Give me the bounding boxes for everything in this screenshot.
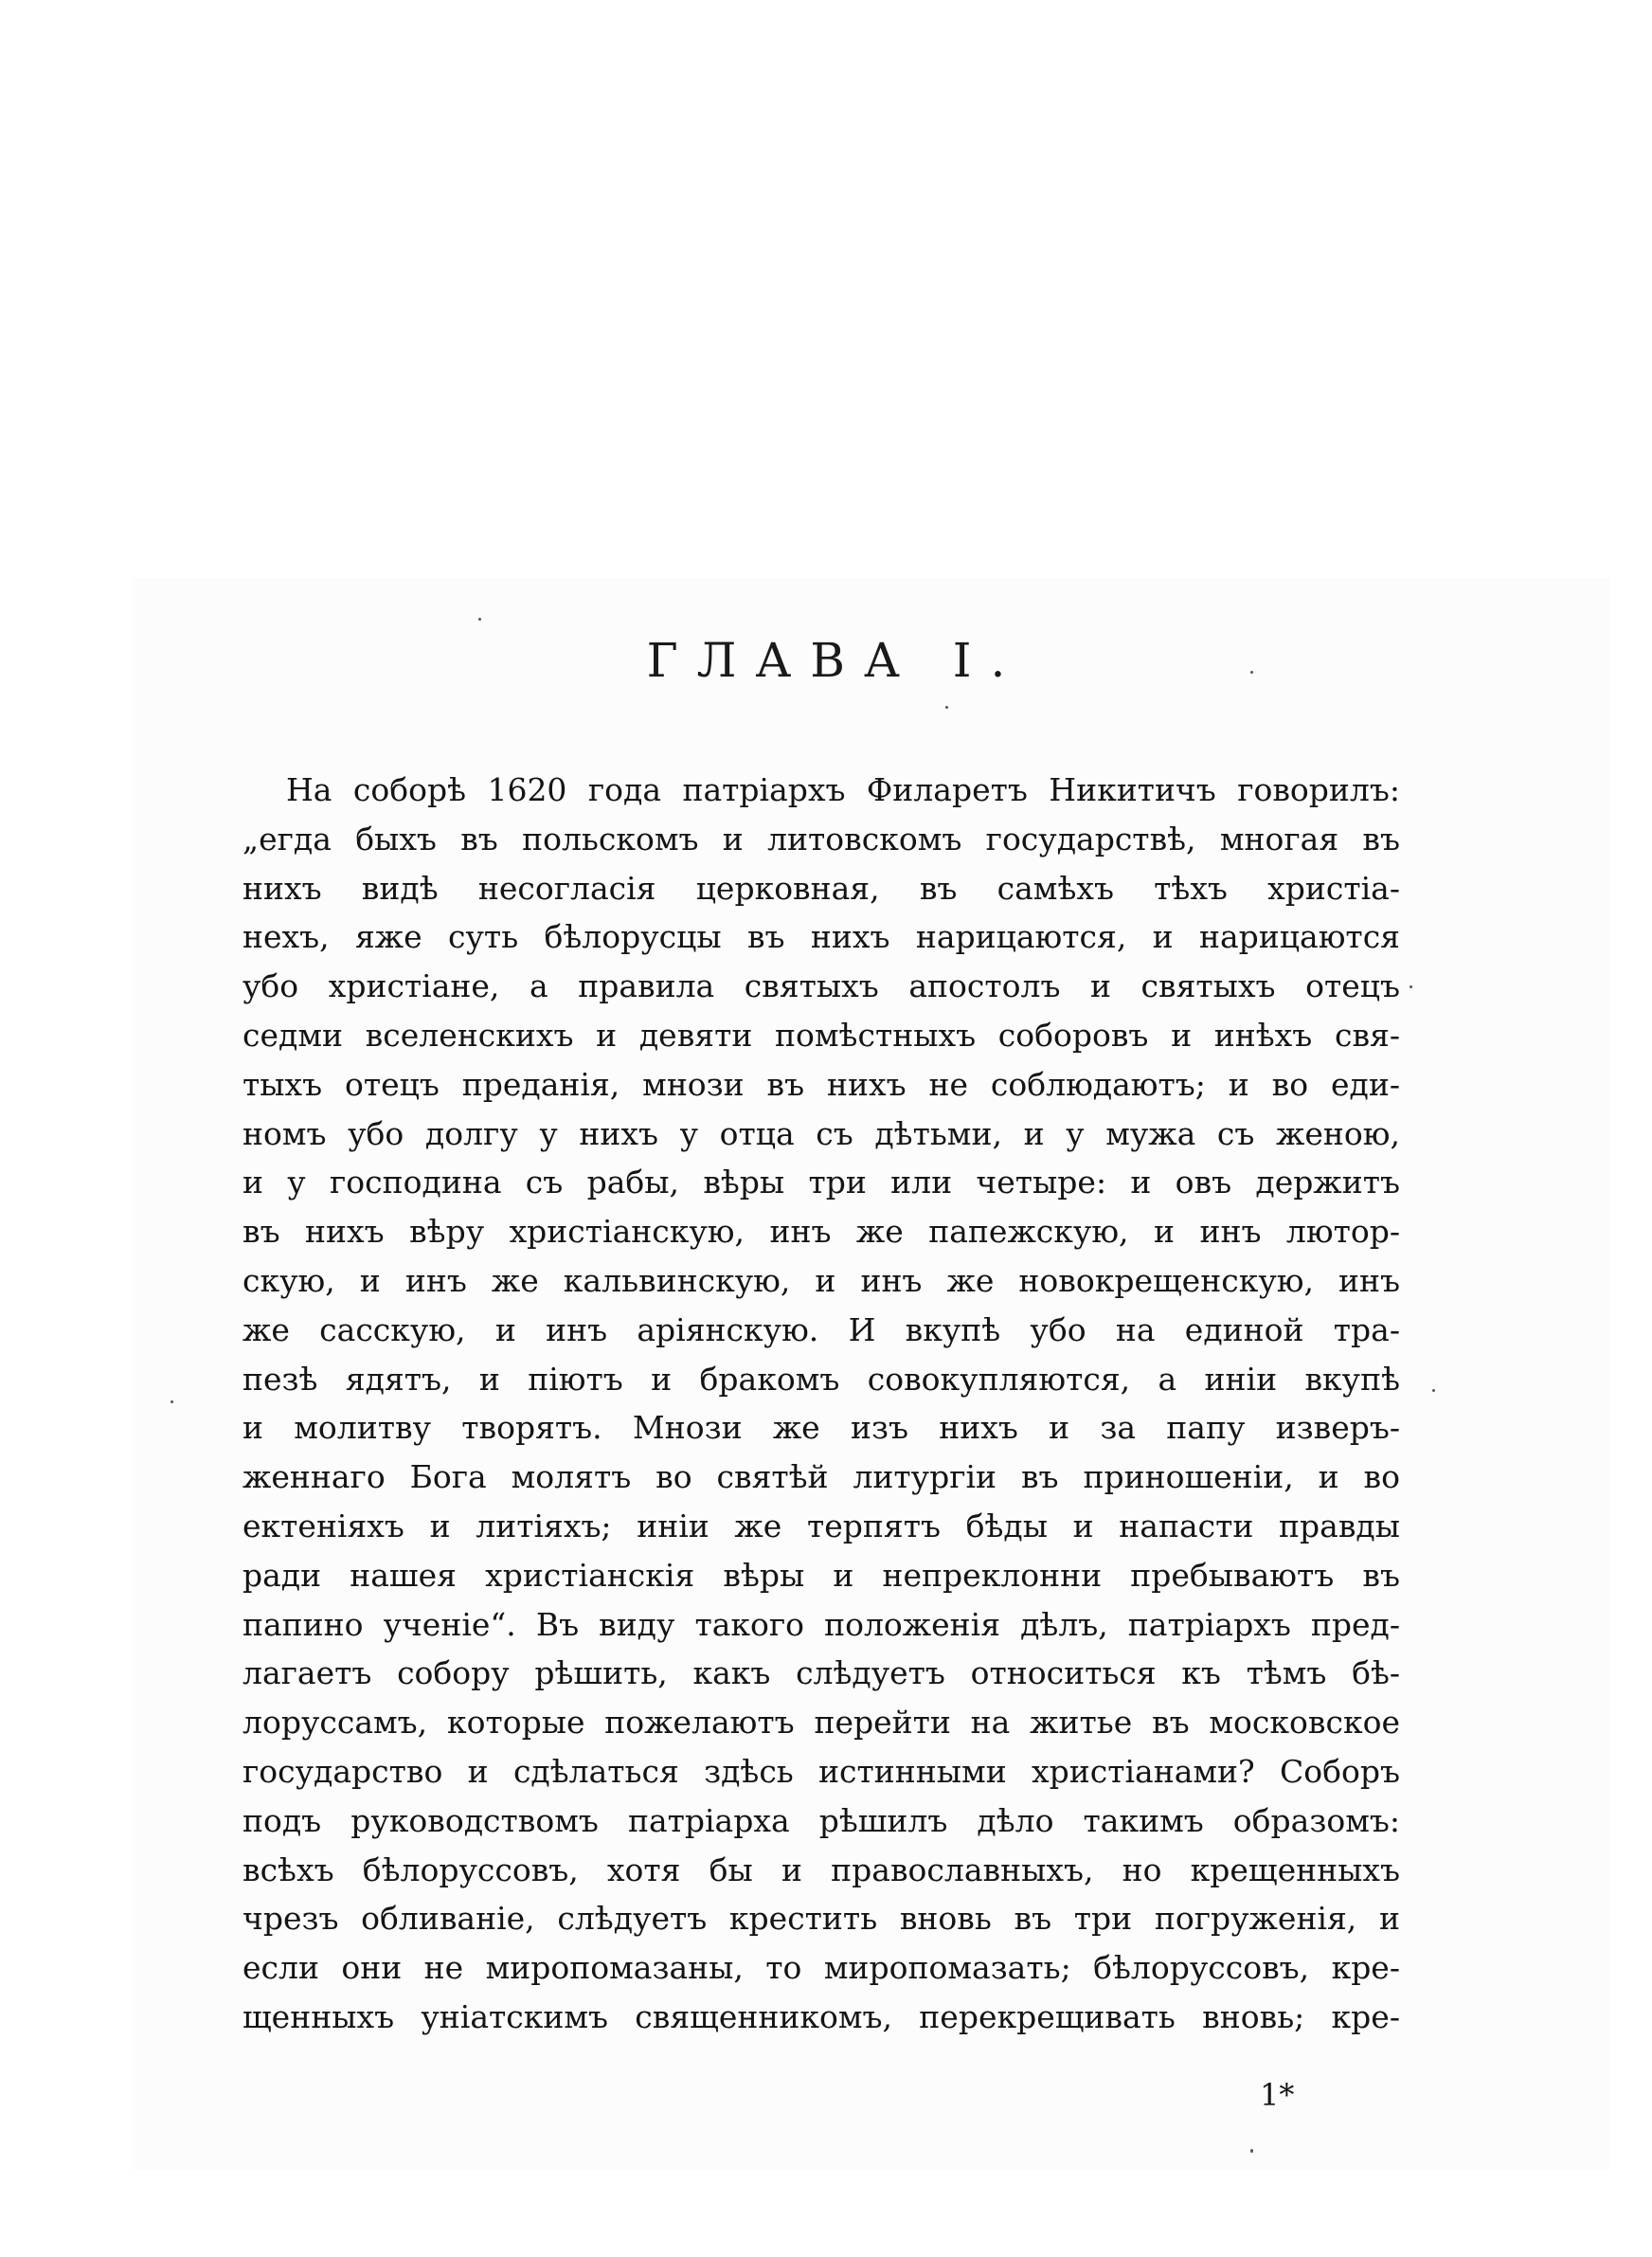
text-line: нехъ, яже суть бѣлорусцы въ нихъ нарицаются, и нарицаются [242, 918, 1400, 956]
chapter-heading: ГЛАВА І. [646, 633, 1025, 688]
text-line: если они не миропомазаны, то миропомазать; бѣлоруссовъ, кре- [242, 1949, 1400, 1987]
scan-speck [1250, 2149, 1253, 2153]
text-line: номъ убо долгу у нихъ у отца съ дѣтьми, и у мужа съ женою, [242, 1114, 1400, 1152]
text-line: тыхъ отецъ преданія, мнози въ нихъ не соблюдаютъ; и во еди- [242, 1065, 1400, 1103]
text-line: пезѣ ядятъ, и піютъ и бракомъ совокупляются, а иніи вкупѣ [242, 1360, 1400, 1398]
text-line: женнаго Бога молятъ во святѣй литургіи въ приношеніи, и во [242, 1458, 1400, 1496]
text-line: седми вселенскихъ и девяти помѣстныхъ соборовъ и инѣхъ свя- [242, 1016, 1400, 1054]
text-line: и молитву творятъ. Мнози же изъ нихъ и за папу изверъ- [242, 1409, 1400, 1447]
text-line: же сасскую, и инъ аріянскую. И вкупѣ убо на единой тра- [242, 1310, 1400, 1348]
scan-speck [478, 618, 481, 621]
text-line: щенныхъ уніатскимъ священникомъ, перекрещивать вновь; кре- [242, 1997, 1400, 2035]
text-line: лагаетъ собору рѣшить, какъ слѣдуетъ относиться къ тѣмъ бѣ- [242, 1654, 1400, 1692]
text-line: „егда быхъ въ польскомъ и литовскомъ государствѣ, многая въ [242, 820, 1400, 858]
scan-speck [171, 1400, 173, 1403]
chapter-paragraph [242, 766, 1400, 2042]
scan-speck [945, 706, 948, 709]
text-line: лоруссамъ, которые пожелаютъ перейти на житье въ московское [242, 1704, 1400, 1742]
text-line: скую, и инъ же кальвинскую, и инъ же новокрещенскую, инъ [242, 1261, 1400, 1299]
text-line: подъ руководствомъ патріарха рѣшилъ дѣло такимъ образомъ: [242, 1801, 1400, 1839]
text-line: всѣхъ бѣлоруссовъ, хотя бы и православныхъ, но крещенныхъ [242, 1851, 1400, 1888]
signature-mark: 1* [1260, 2077, 1295, 2113]
scan-speck [1410, 985, 1412, 988]
text-line: государство и сдѣлаться здѣсь истинными христіанами? Соборъ [242, 1752, 1400, 1790]
text-line: убо христіане, а правила святыхъ апостолъ и святыхъ отецъ [242, 967, 1400, 1005]
text-line: ради нашея христіанскія вѣры и непреклонни пребываютъ въ [242, 1556, 1400, 1594]
text-line: ектеніяхъ и литіяхъ; иніи же терпятъ бѣды и напасти правды [242, 1507, 1400, 1544]
text-line: На соборѣ 1620 года патріархъ Филаретъ Никитичъ говорилъ: [286, 771, 1400, 808]
text-line: нихъ видѣ несогласія церковная, въ самѣхъ тѣхъ христіа- [242, 869, 1400, 907]
text-line: и у господина съ рабы, вѣры три или четыре: и овъ держитъ [242, 1164, 1400, 1201]
text-line: чрезъ обливаніе, слѣдуетъ крестить вновь въ три погруженія, и [242, 1900, 1400, 1938]
text-line: въ нихъ вѣру христіанскую, инъ же папежскую, и инъ лютор- [242, 1213, 1400, 1251]
scan-speck [1250, 671, 1253, 674]
text-line: папино ученіе“. Въ виду такого положенія дѣлъ, патріархъ пред- [242, 1605, 1400, 1643]
scan-speck [1432, 1389, 1435, 1392]
